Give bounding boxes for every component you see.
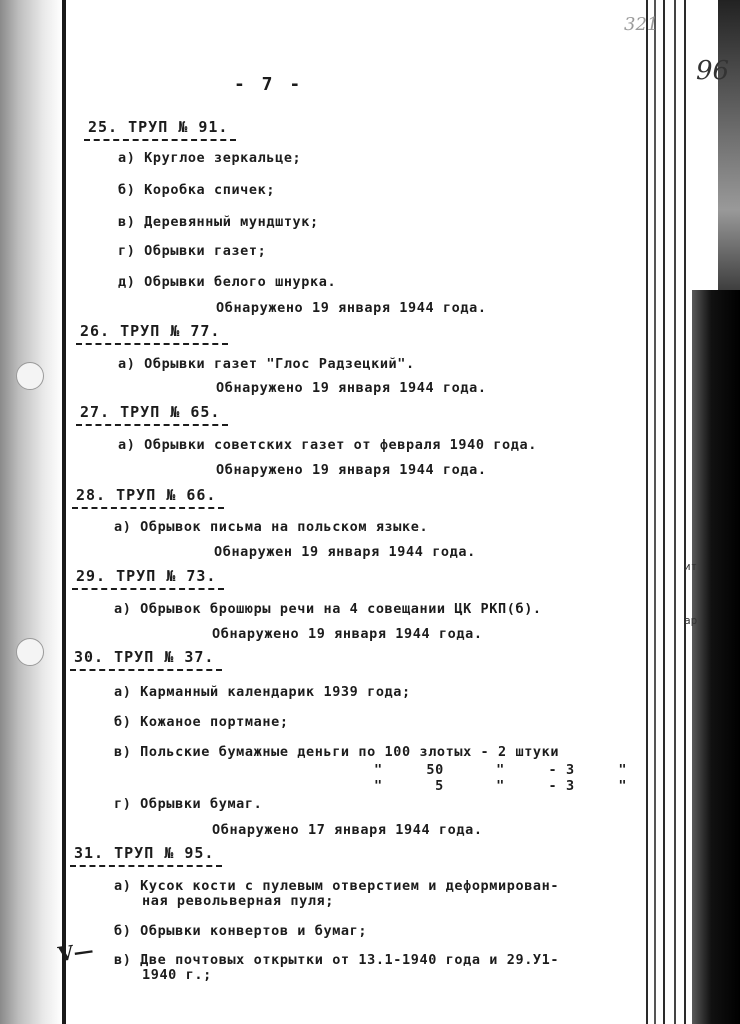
ditto-line: " 50 " - 3 ": [374, 762, 628, 778]
entry-item: а) Обрывки газет "Глос Радзецкий".: [118, 356, 415, 372]
entry-heading: 28. ТРУП № 66.: [76, 486, 217, 504]
stack-line: [646, 0, 648, 1024]
entry-heading: 31. ТРУП № 95.: [74, 844, 215, 862]
handwritten-tick-mark: V—: [56, 937, 96, 967]
margin-stub: ит: [684, 560, 698, 573]
entry-item: а) Кусок кости с пулевым отверстием и деформирован-: [114, 878, 560, 894]
entry-item: 1940 г.;: [142, 967, 212, 983]
entry-item: а) Обрывок брошюры речи на 4 совещании ЦК РКП(б).: [114, 601, 542, 617]
scan-left-edge: [0, 0, 62, 1024]
stack-line: [654, 0, 656, 1024]
found-date: Обнаружен 19 января 1944 года.: [214, 544, 476, 560]
punch-hole: [16, 362, 44, 390]
stack-line: [663, 0, 665, 1024]
stack-line: [684, 0, 686, 1024]
entry-item: а) Круглое зеркальце;: [118, 150, 302, 166]
entry-item: б) Обрывки конвертов и бумаг;: [114, 923, 368, 939]
punch-hole: [16, 638, 44, 666]
scan-shadow-top: [718, 0, 740, 300]
found-date: Обнаружено 17 января 1944 года.: [212, 822, 483, 838]
entry-item: б) Коробка спичек;: [118, 182, 276, 198]
entry-heading: 29. ТРУП № 73.: [76, 567, 217, 585]
entry-item: в) Две почтовых открытки от 13.1-1940 года и 29.У1-: [114, 952, 560, 968]
entry-item: г) Обрывки газет;: [118, 243, 267, 259]
entry-heading: 26. ТРУП № 77.: [80, 322, 221, 340]
stack-line: [674, 0, 676, 1024]
entry-item: б) Кожаное портмане;: [114, 714, 289, 730]
binding-line: [62, 0, 66, 1024]
entry-item: в) Деревянный мундштук;: [118, 214, 319, 230]
scan-shadow-right: [692, 290, 740, 1024]
entry-item: в) Польские бумажные деньги по 100 злотых - 2 штуки: [114, 744, 560, 760]
entry-item: а) Обрывки советских газет от февраля 1940 года.: [118, 437, 537, 453]
found-date: Обнаружено 19 января 1944 года.: [216, 380, 487, 396]
found-date: Обнаружено 19 января 1944 года.: [216, 300, 487, 316]
archive-number-top: 321: [624, 14, 659, 35]
entry-item: г) Обрывки бумаг.: [114, 796, 263, 812]
entry-heading: 25. ТРУП № 91.: [88, 118, 229, 136]
margin-stub: ар: [684, 614, 698, 627]
entry-item: ная револьверная пуля;: [142, 893, 335, 909]
found-date: Обнаружено 19 января 1944 года.: [212, 626, 483, 642]
entry-item: а) Карманный календарик 1939 года;: [114, 684, 411, 700]
page-number: - 7 -: [234, 74, 304, 95]
archive-number-handwritten: 96: [696, 56, 730, 86]
entry-item: д) Обрывки белого шнурка.: [118, 274, 337, 290]
found-date: Обнаружено 19 января 1944 года.: [216, 462, 487, 478]
ditto-line: " 5 " - 3 ": [374, 778, 628, 794]
entry-item: а) Обрывок письма на польском языке.: [114, 519, 429, 535]
entry-heading: 30. ТРУП № 37.: [74, 648, 215, 666]
entry-heading: 27. ТРУП № 65.: [80, 403, 221, 421]
